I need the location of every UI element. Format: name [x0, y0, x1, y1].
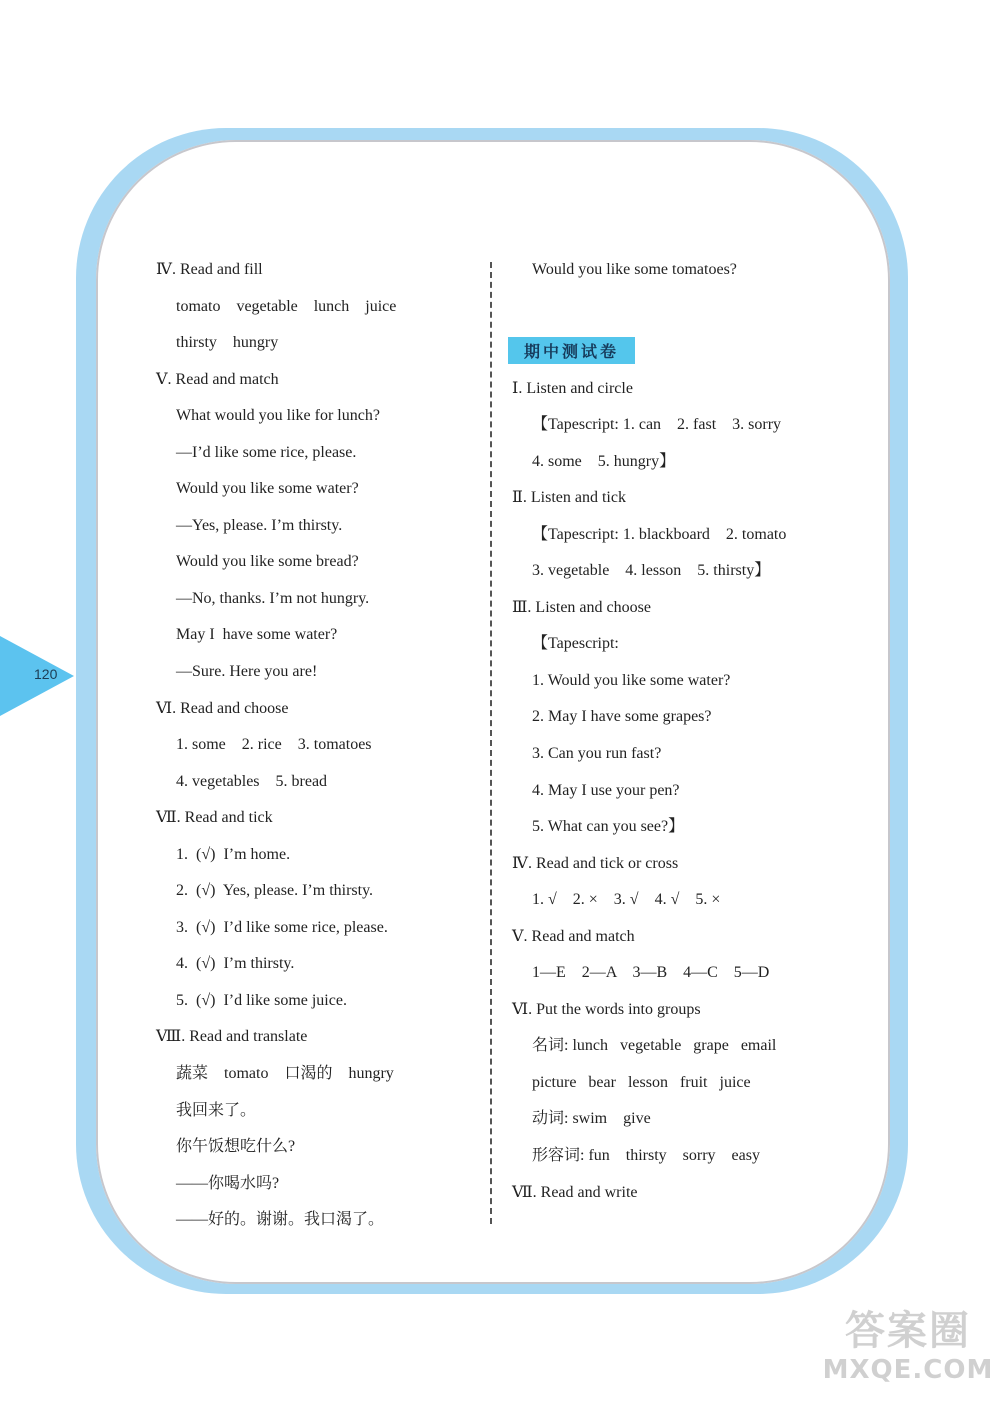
- watermark-logo-text: 答案圈: [845, 1308, 971, 1354]
- answer-line: picture bear lesson fruit juice: [532, 1073, 751, 1091]
- answer-line: 动词: swim give: [532, 1110, 651, 1128]
- answer-line: 4. some 5. hungry】: [532, 452, 676, 470]
- answer-line: 4. vegetables 5. bread: [176, 772, 328, 790]
- right-column: [508, 257, 808, 1216]
- answer-line: 4. (√) I’m thirsty.: [176, 955, 295, 973]
- section-heading: Ⅵ. Read and choose: [156, 699, 289, 717]
- answer-line: 5. What can you see?】: [532, 818, 685, 836]
- answer-line: —No, thanks. I’m not hungry.: [176, 589, 370, 607]
- answer-line: Would you like some tomatoes?: [532, 261, 737, 278]
- answer-line: ——你喝水吗?: [176, 1174, 280, 1192]
- section-badge: 期中测试卷: [508, 337, 635, 364]
- section-heading: Ⅵ. Put the words into groups: [512, 1000, 701, 1018]
- section-heading: Ⅶ. Read and tick: [156, 809, 273, 827]
- section-heading: Ⅷ. Read and translate: [156, 1028, 308, 1046]
- section-heading: Ⅲ. Listen and choose: [512, 598, 651, 616]
- answer-line: 你午饭想吃什么?: [176, 1138, 296, 1156]
- answer-line: 【Tapescript:: [532, 635, 619, 653]
- section-heading: Ⅴ. Read and match: [512, 927, 635, 945]
- watermark: [822, 1308, 994, 1394]
- left-column: [152, 257, 482, 1244]
- answer-line: 3. (√) I’d like some rice, please.: [176, 918, 388, 936]
- column-divider: [490, 262, 492, 1224]
- answer-line: 蔬菜 tomato 口渴的 hungry: [176, 1065, 394, 1083]
- answer-line: —Yes, please. I’m thirsty.: [176, 516, 343, 534]
- answer-line: Would you like some water?: [176, 480, 359, 498]
- answer-line: 1. some 2. rice 3. tomatoes: [176, 736, 372, 754]
- answer-line: 3. vegetable 4. lesson 5. thirsty】: [532, 562, 771, 580]
- answer-line: Would you like some bread?: [176, 553, 359, 571]
- answer-line: 名词: lunch vegetable grape email: [532, 1037, 777, 1055]
- answer-line: May I have some water?: [176, 626, 338, 644]
- answer-line: —Sure. Here you are!: [176, 663, 318, 681]
- section-heading: Ⅳ. Read and fill: [156, 261, 263, 278]
- answer-line: 1. (√) I’m home.: [176, 845, 291, 863]
- answer-line: 形容词: fun thirsty sorry easy: [532, 1147, 760, 1165]
- answer-line: 【Tapescript: 1. blackboard 2. tomato: [532, 525, 787, 543]
- section-heading: Ⅱ. Listen and tick: [512, 489, 626, 507]
- answer-line: What would you like for lunch?: [176, 407, 380, 425]
- answer-line: 2. (√) Yes, please. I’m thirsty.: [176, 882, 374, 900]
- section-badge-row: [508, 331, 808, 376]
- answer-line: 1. √ 2. × 3. √ 4. √ 5. ×: [532, 891, 721, 909]
- section-heading: Ⅰ. Listen and circle: [512, 379, 633, 397]
- answer-line: thirsty hungry: [176, 334, 279, 352]
- answer-line: —I’d like some rice, please.: [176, 443, 357, 461]
- answer-line: 1. Would you like some water?: [532, 671, 731, 689]
- answer-line: 4. May I use your pen?: [532, 781, 680, 799]
- answer-line: 2. May I have some grapes?: [532, 708, 712, 726]
- page-number: 120: [34, 666, 58, 682]
- section-heading: Ⅶ. Read and write: [512, 1183, 638, 1201]
- section-heading: Ⅳ. Read and tick or cross: [512, 854, 679, 872]
- watermark-url: MXQE.COM: [822, 1355, 994, 1385]
- answer-line: 1—E 2—A 3—B 4—C 5—D: [532, 964, 770, 982]
- answer-line: tomato vegetable lunch juice: [176, 297, 397, 315]
- answer-line: 3. Can you run fast?: [532, 745, 662, 763]
- answer-line: ——好的。谢谢。我口渴了。: [176, 1211, 385, 1229]
- section-heading: Ⅴ. Read and match: [156, 370, 279, 388]
- answer-line: 我回来了。: [176, 1101, 257, 1119]
- spacer: [508, 294, 808, 331]
- answer-line: 5. (√) I’d like some juice.: [176, 991, 347, 1009]
- answer-line: 【Tapescript: 1. can 2. fast 3. sorry: [532, 416, 782, 434]
